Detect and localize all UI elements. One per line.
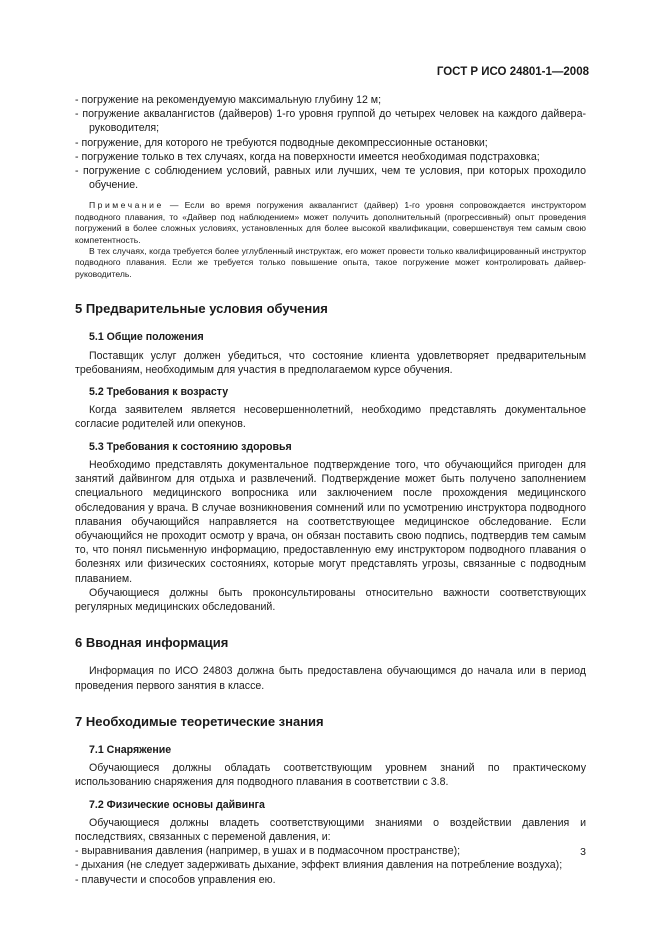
- list-item: - выравнивания давления (например, в ушах и в подмасочном пространстве);: [75, 845, 461, 858]
- list-item: - погружение, для которого не требуются подводные декомпрессионные остановки;: [75, 136, 488, 149]
- section-5-2-text: Когда заявителем является несовершеннолетний, необходимо представлять документальное согласие родителей или опекунов.: [75, 404, 586, 431]
- page-number: 3: [580, 846, 586, 858]
- list-item: - погружение только в тех случаях, когда на поверхности имеется необходимая подстраховка;: [75, 150, 540, 163]
- list-item: - плавучести и способов управления ею.: [75, 873, 276, 886]
- list-item: - дыхания (не следует задерживать дыхание, эффект влияния давления на потребление воздуха);: [75, 859, 563, 872]
- section-7-1-title: 7.1 Снаряжение: [89, 743, 172, 756]
- section-6-title: 6 Вводная информация: [75, 635, 229, 651]
- section-7-2-title: 7.2 Физические основы дайвинга: [89, 798, 265, 811]
- note-block: [75, 200, 586, 280]
- section-5-3-title: 5.3 Требования к состоянию здоровья: [89, 440, 292, 453]
- section-5-2-title: 5.2 Требования к возрасту: [89, 386, 229, 399]
- list-item: - погружение на рекомендуемую максимальную глубину 12 м;: [75, 94, 382, 106]
- section-7-1-text: Обучающиеся должны обладать соответствующим уровнем знаний по практическому использованию снаряжения для подводного плавания в соответствии с 3.8.: [75, 762, 586, 789]
- section-5-1-title: 5.1 Общие положения: [89, 331, 204, 344]
- section-5-3-paragraph-2: Обучающиеся должны быть проконсультированы относительно важности соответствующих регулярных медицинских обследований.: [75, 586, 586, 613]
- document-code-header: ГОСТ Р ИСО 24801-1—2008: [436, 66, 589, 78]
- section-6-text: Информация по ИСО 24803 должна быть предоставлена обучающимся до начала или в период проведения первого занятия в классе.: [75, 665, 586, 692]
- section-5-3-paragraph-1: Необходимо представлять документальное подтверждение того, что обучающийся пригоден для занятий дайвингом для отдыха и развлечений. Подтверждение может быть получено заполнением специального медицинского вопросника или заключением после прохождения медицинского обследования у врача. В случае возникновения сомнений или по усмотрению инструктора подводного плавания обучающийся направляется на соответствующее медицинское обследование. Если обучающийся не проходит осмотр у врача, он обязан поставить свою подпись, подтвердив тем самым то, что понял письменную информацию, предоставленную ему инструктором подводного плавания о болезнях или физических состояниях, которые могут представлять угрозы, связанные с подводным плаванием.: [75, 458, 586, 585]
- section-5-title: 5 Предварительные условия обучения: [75, 301, 328, 317]
- list-item: - погружение аквалангистов (дайверов) 1-го уровня группой до четырех человек на каждого дайвера-руководителя;: [75, 108, 586, 135]
- note-text-1: — Если во время погружения аквалангист (дайвер) 1-го уровня сопровождается инструктором подводного плавания, то «Дайвер под наблюдением» может получить дополнительный (прогрессивный) опыт проведения погружений в более сложных условиях, установленных для более высокой квалификации, совершенствуя тем самым свою компетентность.: [75, 200, 586, 245]
- list-item: - погружение с соблюдением условий, равных или лучших, чем те условия, при которых проходило обучение.: [75, 165, 586, 192]
- note-paragraph-2: В тех случаях, когда требуется более углубленный инструктаж, его может провести только квалифицированный инструктор подводного плавания. Если же требуется только повышение опыта, такое погружение может контролировать дайвер-руководитель.: [75, 246, 586, 279]
- page-content: [75, 93, 586, 887]
- section-7-title: 7 Необходимые теоретические знания: [75, 713, 324, 729]
- section-5-1-text: Поставщик услуг должен убедиться, что состояние клиента удовлетворяет предварительным требованиям, необходимым для участия в предполагаемом курсе обучения.: [75, 349, 586, 376]
- note-label: Примечание: [89, 200, 164, 211]
- section-7-2-text: Обучающиеся должны владеть соответствующими знаниями о воздействии давления и последствиях, связанных с переменой давления, и:: [75, 816, 586, 843]
- note-paragraph-1: [75, 200, 586, 246]
